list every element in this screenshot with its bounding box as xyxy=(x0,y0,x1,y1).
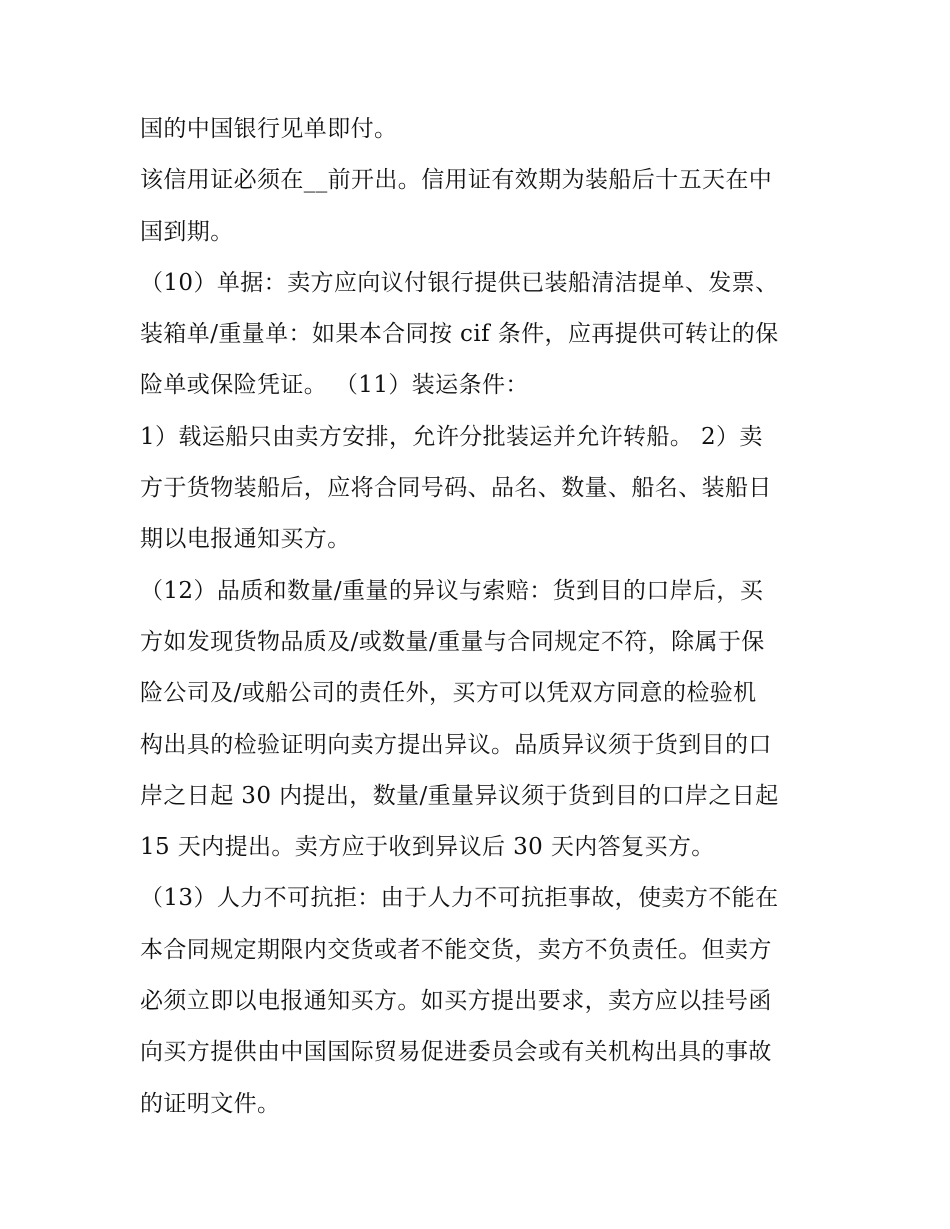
text-line: 国到期。 xyxy=(140,218,234,245)
text-line: （10）单据：卖方应向议付银行提供已装船清洁提单、发票、 xyxy=(140,269,779,296)
text-line: 险单或保险凭证。 （11）装运条件： xyxy=(140,372,529,399)
text-line: （13）人力不可抗拒：由于人力不可抗拒事故，使卖方不能在 xyxy=(140,885,779,912)
text-line: （12）品质和数量/重量的异议与索赔：货到目的口岸后，买 xyxy=(140,577,764,604)
text-line: 构出具的检验证明向卖方提出异议。品质异议须于货到目的口 xyxy=(140,731,772,758)
text-line: 必须立即以电报通知买方。如买方提出要求，卖方应以挂号函 xyxy=(140,988,772,1015)
text-line: 岸之日起 30 内提出，数量/重量异议须于货到目的口岸之日起 xyxy=(140,782,779,809)
text-line: 15 天内提出。卖方应于收到异议后 30 天内答复买方。 xyxy=(140,834,715,861)
text-line: 1）载运船只由卖方安排，允许分批装运并允许转船。 2）卖 xyxy=(140,423,763,450)
text-line: 装箱单/重量单：如果本合同按 cif 条件，应再提供可转让的保 xyxy=(140,321,779,348)
text-line: 险公司及/或船公司的责任外，买方可以凭双方同意的检验机 xyxy=(140,680,757,707)
text-line: 该信用证必须在__前开出。信用证有效期为装船后十五天在中 xyxy=(140,167,773,194)
text-line: 方于货物装船后，应将合同号码、品名、数量、船名、装船日 xyxy=(140,475,772,502)
text-line: 本合同规定期限内交货或者不能交货，卖方不负责任。但卖方 xyxy=(140,936,772,963)
text-line: 的证明文件。 xyxy=(140,1090,281,1117)
contract-text xyxy=(140,104,830,1130)
text-line: 期以电报通知买方。 xyxy=(140,526,351,553)
text-line: 向买方提供由中国国际贸易促进委员会或有关机构出具的事故 xyxy=(140,1039,772,1066)
text-line: 国的中国银行见单即付。 xyxy=(140,116,398,142)
text-line: 方如发现货物品质及/或数量/重量与合同规定不符，除属于保 xyxy=(140,628,765,655)
